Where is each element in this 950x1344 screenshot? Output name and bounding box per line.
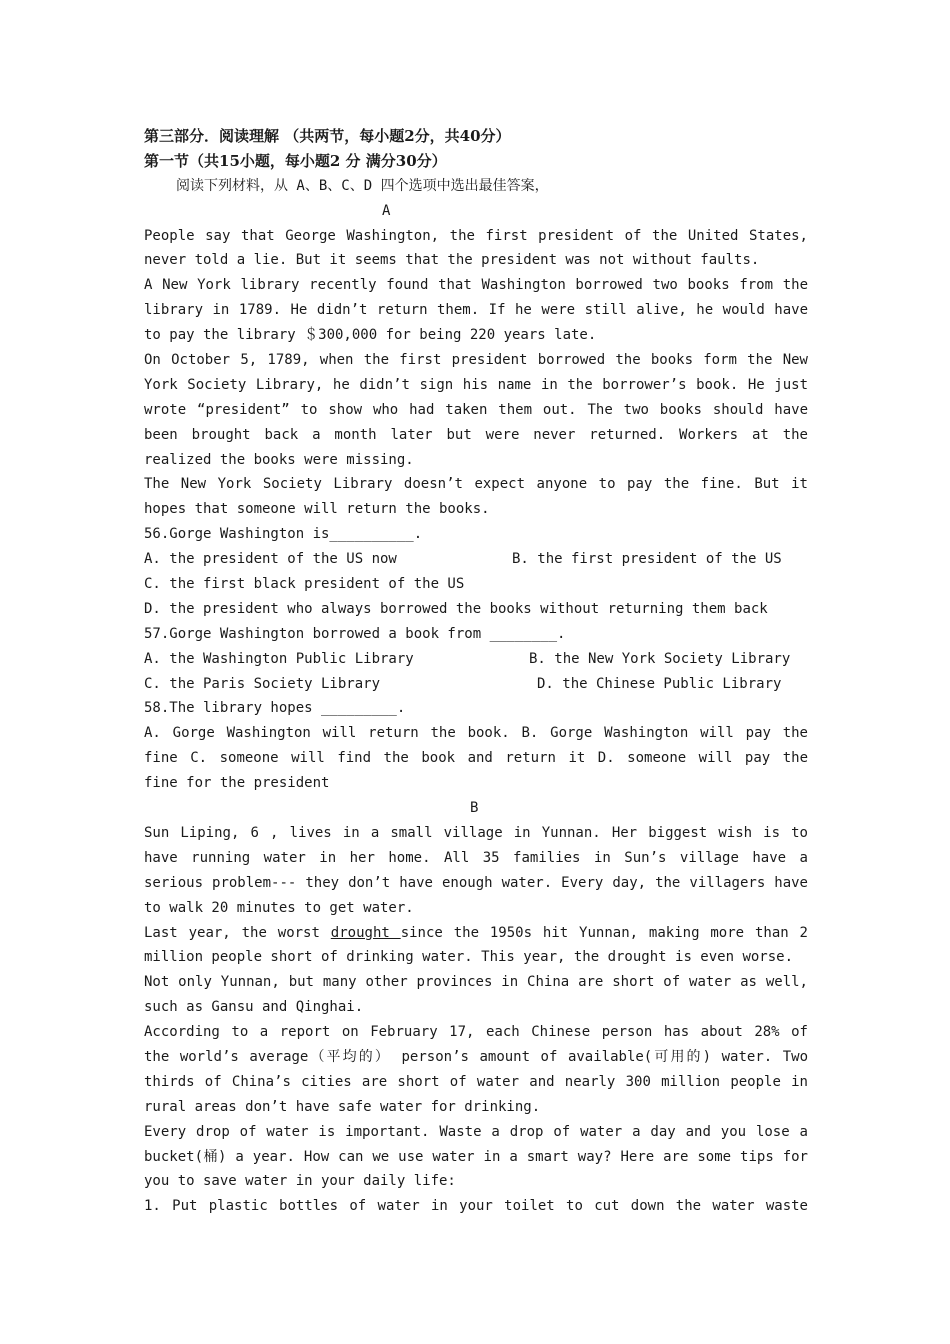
- part-title: 第三部分．阅读理解 （共两节，每小题2分，共40分）: [144, 127, 511, 145]
- passage-line: 1. Put plastic bottles of water in your toilet to cut down the water waste: [144, 1198, 808, 1215]
- drought-pre: Last year, the worst: [144, 924, 331, 941]
- passage-line: bucket(桶) a year. How can we use water in a smart way? Here are some tips for: [144, 1148, 808, 1165]
- passage-line: library in 1789. He didn’t return them. If he were still alive, he would have: [144, 302, 808, 319]
- passage-b-label: B: [470, 800, 479, 817]
- passage-line: Every drop of water is important. Waste a drop of water a day and you lose a: [144, 1123, 808, 1140]
- question-stem: 58.The library hopes _________.: [144, 700, 406, 717]
- passage-line: to walk 20 minutes to get water.: [144, 899, 414, 916]
- option-row: [144, 672, 808, 697]
- option-c: C. the first black president of the US: [144, 576, 465, 593]
- drought-post: since the 1950s hit Yunnan, making more than 2: [400, 924, 808, 941]
- passage-line: thirds of China’s cities are short of water and nearly 300 million people in: [144, 1073, 808, 1090]
- option-line: fine for the president: [144, 775, 330, 792]
- drought-word: drought: [330, 924, 401, 941]
- passage-line: have running water in her home. All 35 families in Sun’s village have a: [144, 849, 808, 866]
- passage-line: never told a lie. But it seems that the president was not without faults.: [144, 252, 760, 269]
- passage-line: According to a report on February 17, each Chinese person has about 28% of: [144, 1024, 808, 1041]
- option-b: B. the New York Society Library: [529, 650, 791, 667]
- passage-line: million people short of drinking water. This year, the drought is even worse.: [144, 949, 794, 966]
- option-row: [144, 547, 808, 572]
- exam-page: [144, 124, 808, 1219]
- option-c: C. the Paris Society Library: [144, 675, 381, 692]
- passage-line: [144, 921, 808, 946]
- passage-line: to pay the library ＄300,000 for being 220 years late.: [144, 327, 597, 344]
- question-56: [144, 522, 808, 622]
- option-row: [144, 647, 808, 672]
- passage-line: A New York library recently found that Washington borrowed two books from the: [144, 277, 808, 294]
- passage-line: Not only Yunnan, but many other provinces in China are short of water as well,: [144, 974, 808, 991]
- passage-line: been brought back a month later but were never returned. Workers at the: [144, 426, 808, 443]
- option-d: D. the president who always borrowed the books without returning them back: [144, 600, 768, 617]
- option-line: A. Gorge Washington will return the book. B. Gorge Washington will pay the: [144, 725, 808, 742]
- passage-line: realized the books were missing.: [144, 451, 414, 468]
- passage-line: People say that George Washington, the first president of the United States,: [144, 227, 808, 244]
- passage-line: you to save water in your daily life:: [144, 1173, 456, 1190]
- passage-line: hopes that someone will return the books.: [144, 501, 490, 518]
- option-a: A. the Washington Public Library: [144, 650, 414, 667]
- question-57: [144, 622, 808, 697]
- instruction: 阅读下列材料，从 A、B、C、D 四个选项中选出最佳答案，: [176, 177, 549, 194]
- option-a: A. the president of the US now: [144, 551, 397, 568]
- option-b: B. the first president of the US: [512, 551, 782, 568]
- passage-line: rural areas don’t have safe water for drinking.: [144, 1098, 541, 1115]
- option-d: D. the Chinese Public Library: [537, 675, 782, 692]
- passage-a-label: A: [382, 202, 391, 219]
- passage-line: York Society Library, he didn’t sign his name in the borrower’s book. He just: [144, 376, 808, 393]
- passage-b: [144, 821, 808, 1219]
- passage-line: such as Gansu and Qinghai.: [144, 999, 364, 1016]
- option-line: fine C. someone will find the book and return it D. someone will pay the: [144, 750, 808, 767]
- passage-line: On October 5, 1789, when the first president borrowed the books form the New: [144, 352, 808, 369]
- passage-line: The New York Society Library doesn’t expect anyone to pay the fine. But it: [144, 476, 808, 493]
- question-58: [144, 696, 808, 796]
- passage-line: serious problem--- they don’t have enough water. Every day, the villagers have: [144, 874, 808, 891]
- passage-line: wrote “president” to show who had taken them out. The two books should have: [144, 401, 808, 418]
- question-stem: 56.Gorge Washington is__________.: [144, 526, 423, 543]
- section-title: 第一节（共15小题，每小题2 分 满分30分）: [144, 151, 447, 170]
- passage-a: [144, 224, 808, 523]
- passage-line: the world’s average（平均的） person’s amount of available(可用的) water. Two: [144, 1048, 808, 1065]
- question-stem: 57.Gorge Washington borrowed a book from ________.: [144, 625, 566, 642]
- passage-line: Sun Liping, 6 , lives in a small village in Yunnan. Her biggest wish is to: [144, 824, 808, 841]
